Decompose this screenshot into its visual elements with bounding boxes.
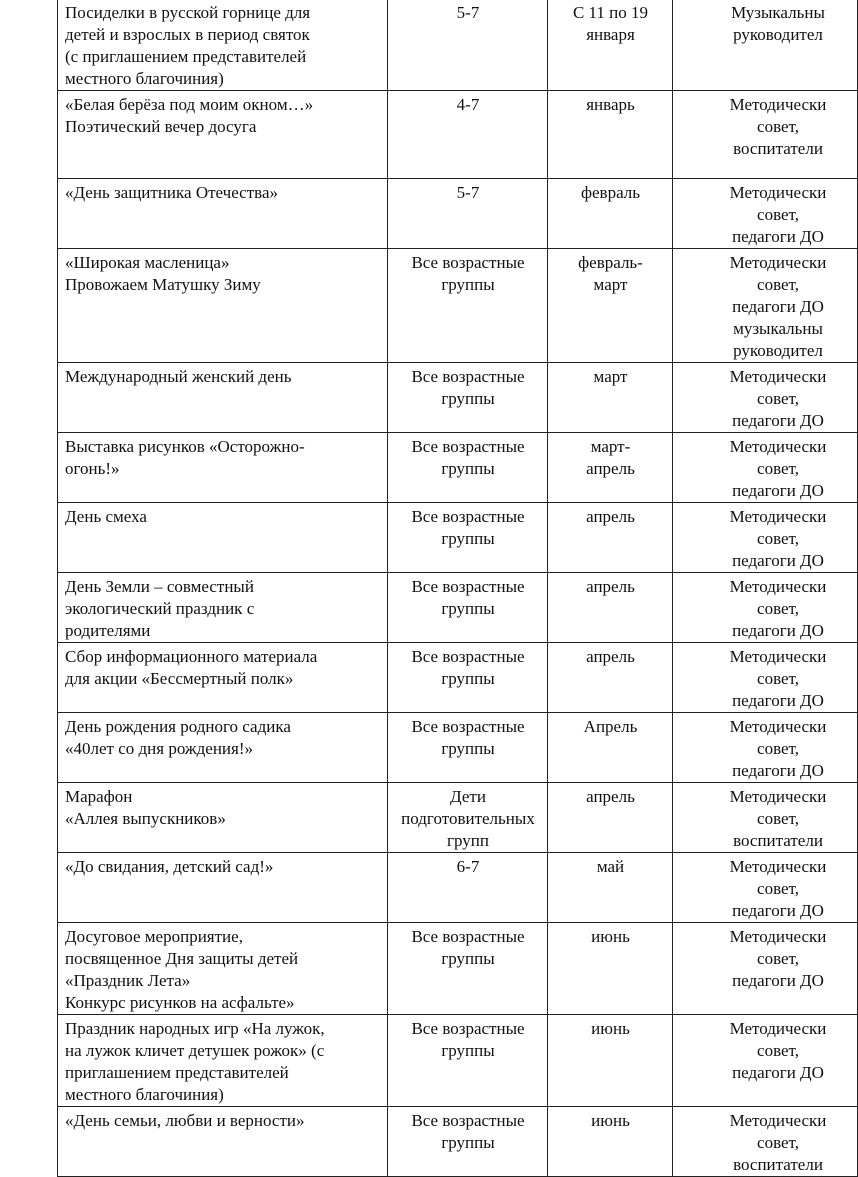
time-cell: январь xyxy=(548,91,673,179)
age-cell: Все возрастные группы xyxy=(388,643,548,713)
table-row xyxy=(58,713,858,783)
responsible-cell: Методически совет, педагоги ДО музыкальны руководител xyxy=(673,249,858,363)
age-cell: Все возрастные группы xyxy=(388,713,548,783)
table-row xyxy=(58,363,858,433)
events-table-body xyxy=(58,0,858,1177)
time-cell: март xyxy=(548,363,673,433)
event-cell: День Земли – совместный экологический праздник с родителями xyxy=(58,573,388,643)
time-cell: февраль xyxy=(548,179,673,249)
age-cell: 4-7 xyxy=(388,91,548,179)
age-cell: Все возрастные группы xyxy=(388,249,548,363)
age-cell: 5-7 xyxy=(388,179,548,249)
table-row xyxy=(58,923,858,1015)
responsible-cell: Методически совет, педагоги ДО xyxy=(673,179,858,249)
event-cell: Праздник народных игр «На лужок, на лужок кличет детушек рожок» (с приглашением представителей местного благочиния) xyxy=(58,1015,388,1107)
responsible-cell: Методически совет, педагоги ДО xyxy=(673,923,858,1015)
responsible-cell: Методически совет, воспитатели xyxy=(673,783,858,853)
age-cell: Все возрастные группы xyxy=(388,923,548,1015)
event-cell: Посиделки в русской горнице для детей и взрослых в период святок (с приглашением представителей местного благочиния) xyxy=(58,0,388,91)
table-row xyxy=(58,783,858,853)
event-cell: День смеха xyxy=(58,503,388,573)
time-cell: апрель xyxy=(548,573,673,643)
time-cell: апрель xyxy=(548,783,673,853)
age-cell: Все возрастные группы xyxy=(388,503,548,573)
table-row xyxy=(58,249,858,363)
age-cell: Дети подготовительных групп xyxy=(388,783,548,853)
time-cell: апрель xyxy=(548,643,673,713)
table-row xyxy=(58,503,858,573)
table-row xyxy=(58,0,858,91)
table-row xyxy=(58,573,858,643)
table-row xyxy=(58,179,858,249)
time-cell: С 11 по 19 января xyxy=(548,0,673,91)
event-cell: Досуговое мероприятие, посвященное Дня защиты детей «Праздник Лета» Конкурс рисунков на асфальте» xyxy=(58,923,388,1015)
event-cell: «День защитника Отечества» xyxy=(58,179,388,249)
time-cell: Апрель xyxy=(548,713,673,783)
time-cell: март- апрель xyxy=(548,433,673,503)
table-row xyxy=(58,643,858,713)
table-row xyxy=(58,853,858,923)
event-cell: Международный женский день xyxy=(58,363,388,433)
responsible-cell: Методически совет, педагоги ДО xyxy=(673,713,858,783)
age-cell: Все возрастные группы xyxy=(388,363,548,433)
responsible-cell: Методически совет, педагоги ДО xyxy=(673,1015,858,1107)
time-cell: июнь xyxy=(548,923,673,1015)
responsible-cell: Методически совет, педагоги ДО xyxy=(673,643,858,713)
table-row xyxy=(58,433,858,503)
event-cell: Сбор информационного материала для акции «Бессмертный полк» xyxy=(58,643,388,713)
table-row xyxy=(58,1015,858,1107)
event-cell: День рождения родного садика «40лет со дня рождения!» xyxy=(58,713,388,783)
responsible-cell: Методически совет, педагоги ДО xyxy=(673,433,858,503)
time-cell: июнь xyxy=(548,1107,673,1177)
age-cell: Все возрастные группы xyxy=(388,433,548,503)
age-cell: Все возрастные группы xyxy=(388,573,548,643)
event-cell: «До свидания, детский сад!» xyxy=(58,853,388,923)
time-cell: апрель xyxy=(548,503,673,573)
responsible-cell: Методически совет, педагоги ДО xyxy=(673,853,858,923)
table-row xyxy=(58,1107,858,1177)
time-cell: февраль- март xyxy=(548,249,673,363)
event-cell: «День семьи, любви и верности» xyxy=(58,1107,388,1177)
responsible-cell: Методически совет, педагоги ДО xyxy=(673,363,858,433)
time-cell: май xyxy=(548,853,673,923)
responsible-cell: Методически совет, воспитатели xyxy=(673,1107,858,1177)
time-cell: июнь xyxy=(548,1015,673,1107)
event-cell: Выставка рисунков «Осторожно- огонь!» xyxy=(58,433,388,503)
responsible-cell: Музыкальны руководител xyxy=(673,0,858,91)
event-cell: «Широкая масленица» Провожаем Матушку Зиму xyxy=(58,249,388,363)
event-cell: Марафон «Аллея выпускников» xyxy=(58,783,388,853)
responsible-cell: Методически совет, воспитатели xyxy=(673,91,858,179)
age-cell: Все возрастные группы xyxy=(388,1107,548,1177)
event-cell: «Белая берёза под моим окном…» Поэтический вечер досуга xyxy=(58,91,388,179)
age-cell: 6-7 xyxy=(388,853,548,923)
responsible-cell: Методически совет, педагоги ДО xyxy=(673,573,858,643)
age-cell: Все возрастные группы xyxy=(388,1015,548,1107)
events-table xyxy=(57,0,858,1177)
responsible-cell: Методически совет, педагоги ДО xyxy=(673,503,858,573)
age-cell: 5-7 xyxy=(388,0,548,91)
table-row xyxy=(58,91,858,179)
